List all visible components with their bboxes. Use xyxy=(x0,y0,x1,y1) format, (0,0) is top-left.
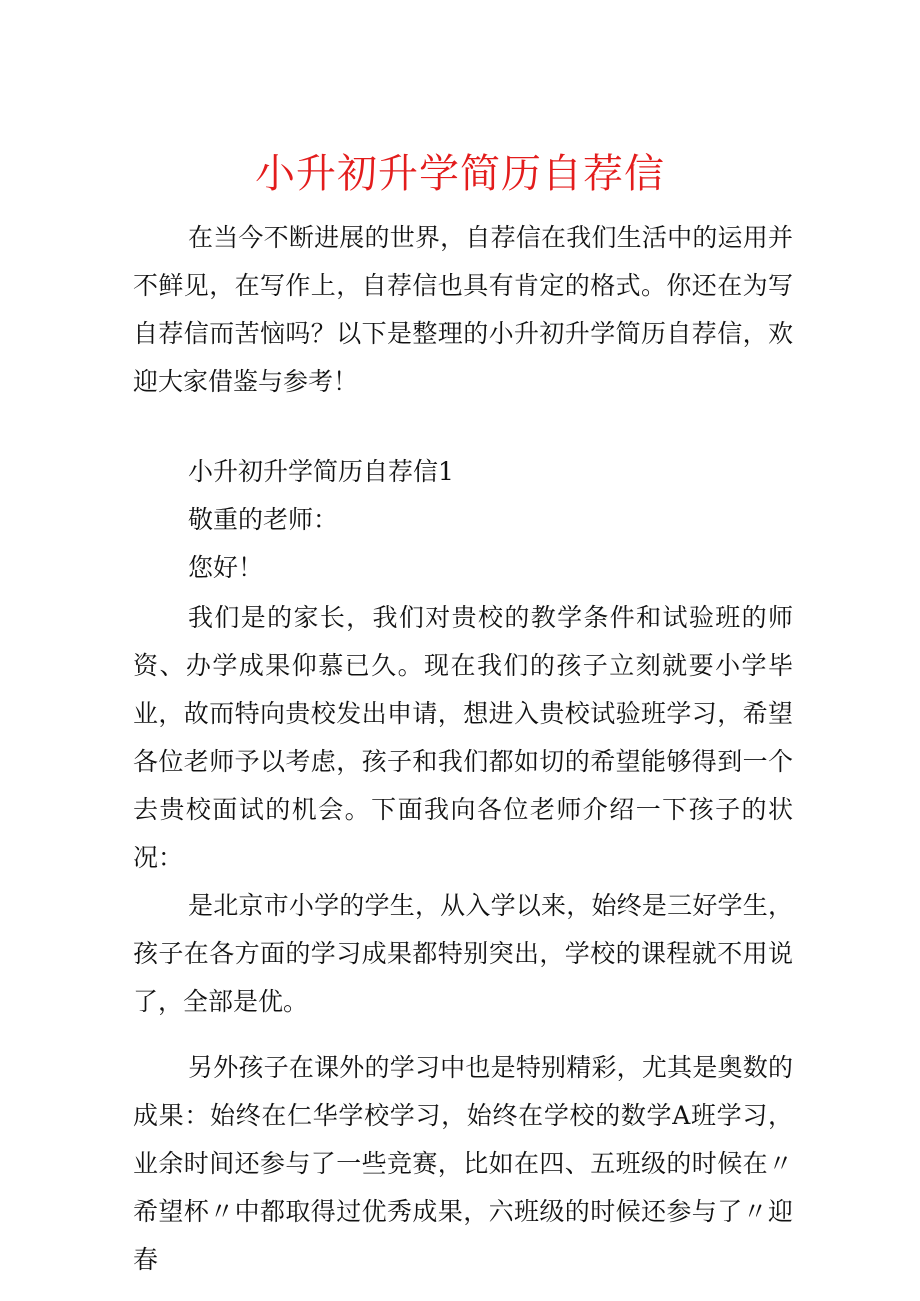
document-title: 小升初升学简历自荐信 xyxy=(255,151,665,197)
body-paragraph-1: 我们是的家长，我们对贵校的教学条件和试验班的师资、办学成果仰慕已久。现在我们的孩子立刻就要小学毕业，故而特向贵校发出申请，想进入贵校试验班学习，希望各位老师予以考虑，孩子和我们都如切的希望能够得到一个去贵校面试的机会。下面我向各位老师介绍一下孩子的状况： xyxy=(133,603,793,872)
intro-paragraph: 在当今不断进展的世界，自荐信在我们生活中的运用并不鲜见，在写作上，自荐信也具有肯定的格式。你还在为写自荐信而苦恼吗？以下是整理的小升初升学简历自荐信，欢迎大家借鉴与参考！ xyxy=(133,223,793,396)
section-heading: 小升初升学简历自荐信1 xyxy=(188,457,454,486)
body-paragraph-2: 是北京市小学的学生，从入学以来，始终是三好学生，孩子在各方面的学习成果都特别突出，学校的课程就不用说了，全部是优。 xyxy=(133,891,793,1016)
greeting: 您好！ xyxy=(188,553,264,582)
salutation: 敬重的老师： xyxy=(188,505,339,534)
document-body xyxy=(133,214,793,1284)
body-paragraph-3: 另外孩子在课外的学习中也是特别精彩，尤其是奥数的成果：始终在仁华学校学习，始终在学校的数学A班学习，业余时间还参与了一些竞赛，比如在四、五班级的时候在〃希望杯〃中都取得过优秀成果，六班级的时候还参与了〃迎春 xyxy=(133,1053,793,1274)
